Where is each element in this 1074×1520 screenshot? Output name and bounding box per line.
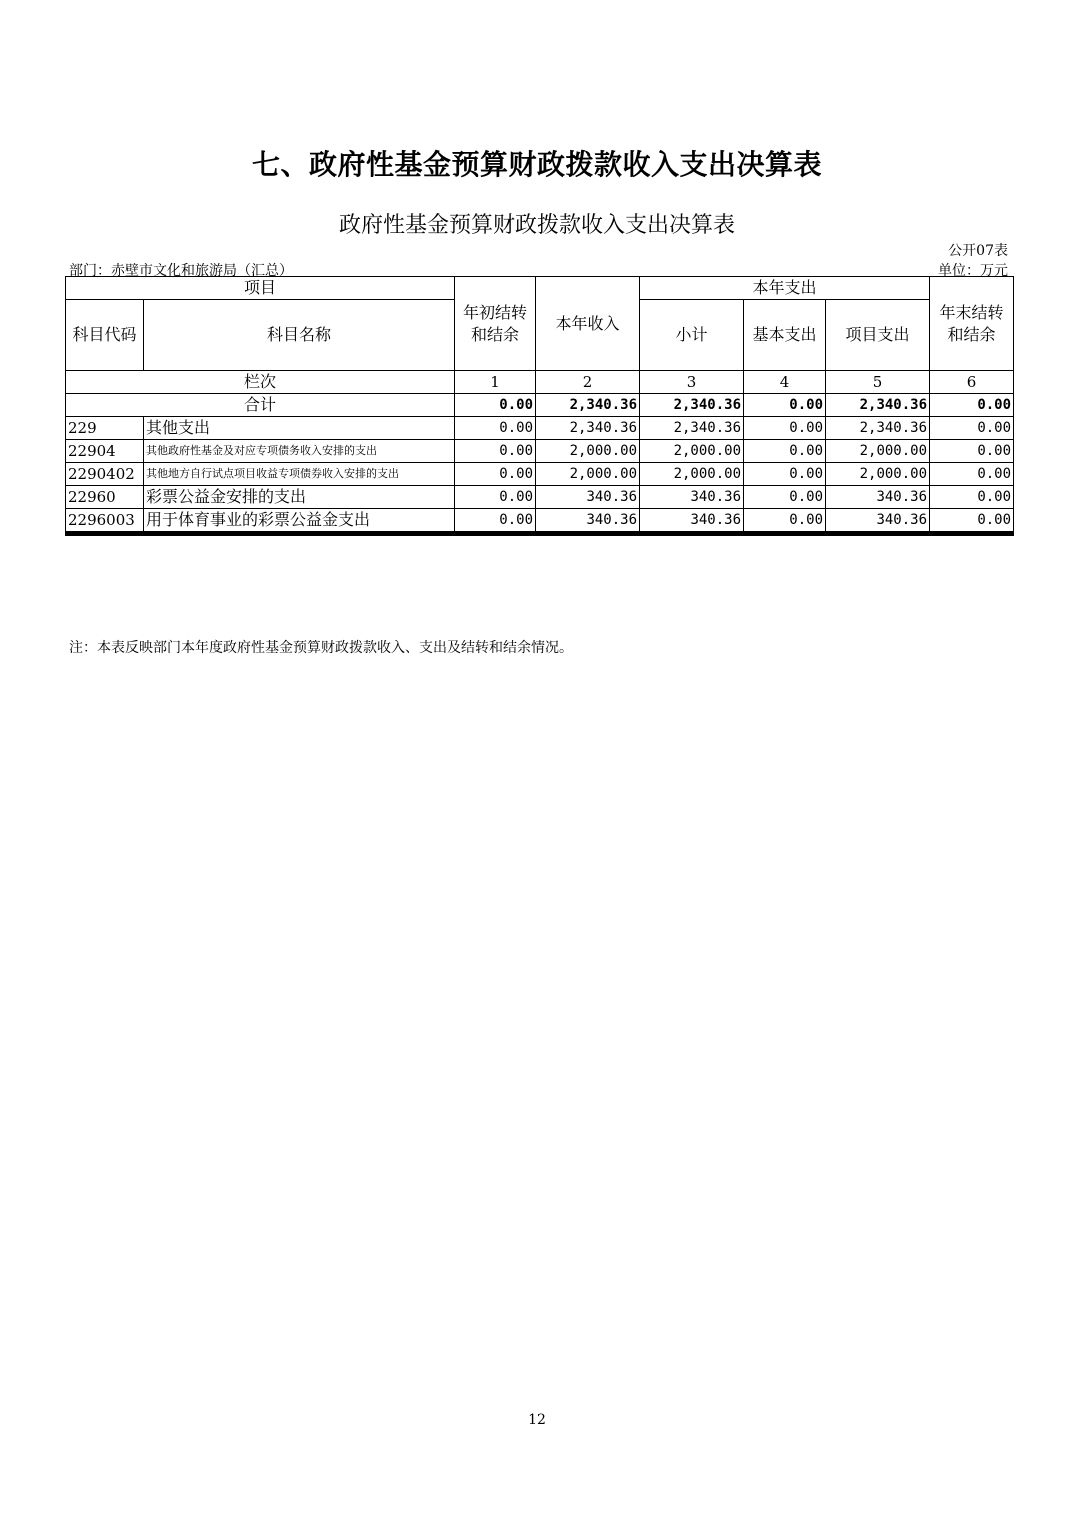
row-code: 229 bbox=[66, 417, 144, 440]
page-title: 七、政府性基金预算财政拨款收入支出决算表 bbox=[251, 148, 822, 181]
header-project-expense: 项目支出 bbox=[826, 300, 930, 371]
row-value: 340.36 bbox=[826, 509, 930, 532]
header-basic: 基本支出 bbox=[744, 300, 826, 371]
budget-table bbox=[65, 276, 1014, 536]
row-name: 其他政府性基金及对应专项债务收入安排的支出 bbox=[144, 440, 455, 463]
row-value: 340.36 bbox=[536, 486, 640, 509]
row-value: 2,000.00 bbox=[536, 440, 640, 463]
row-value: 0.00 bbox=[455, 440, 536, 463]
table-row bbox=[66, 486, 1014, 509]
row-value: 340.36 bbox=[640, 509, 744, 532]
row-value: 2,000.00 bbox=[640, 440, 744, 463]
row-name: 用于体育事业的彩票公益金支出 bbox=[144, 509, 455, 532]
column-index-row bbox=[66, 371, 1014, 394]
column-index: 1 bbox=[455, 371, 536, 394]
row-value: 340.36 bbox=[640, 486, 744, 509]
row-value: 2,000.00 bbox=[826, 440, 930, 463]
header-income: 本年收入 bbox=[536, 277, 640, 371]
total-value: 0.00 bbox=[930, 394, 1014, 417]
table-row bbox=[66, 417, 1014, 440]
header-end-balance: 年末结转 和结余 bbox=[930, 277, 1014, 371]
row-value: 340.36 bbox=[826, 486, 930, 509]
empty-row bbox=[66, 535, 1014, 536]
table-note: 注：本表反映部门本年度政府性基金预算财政拨款收入、支出及结转和结余情况。 bbox=[69, 640, 573, 656]
column-index: 2 bbox=[536, 371, 640, 394]
total-value: 0.00 bbox=[744, 394, 826, 417]
row-name: 其他支出 bbox=[144, 417, 455, 440]
total-label: 合计 bbox=[66, 394, 455, 417]
row-code: 2290402 bbox=[66, 463, 144, 486]
row-name: 彩票公益金安排的支出 bbox=[144, 486, 455, 509]
table-row bbox=[66, 509, 1014, 532]
row-name: 其他地方自行试点项目收益专项债券收入安排的支出 bbox=[144, 463, 455, 486]
row-value: 0.00 bbox=[744, 509, 826, 532]
row-value: 2,000.00 bbox=[536, 463, 640, 486]
total-row bbox=[66, 394, 1014, 417]
column-index: 5 bbox=[826, 371, 930, 394]
total-value: 2,340.36 bbox=[536, 394, 640, 417]
row-value: 0.00 bbox=[930, 417, 1014, 440]
row-value: 0.00 bbox=[744, 486, 826, 509]
header-project: 项目 bbox=[66, 277, 455, 300]
row-value: 340.36 bbox=[536, 509, 640, 532]
header-code: 科目代码 bbox=[66, 300, 144, 371]
row-code: 22904 bbox=[66, 440, 144, 463]
total-value: 0.00 bbox=[455, 394, 536, 417]
row-value: 2,000.00 bbox=[826, 463, 930, 486]
row-value: 0.00 bbox=[455, 417, 536, 440]
header-expense-group: 本年支出 bbox=[640, 277, 930, 300]
row-value: 0.00 bbox=[744, 417, 826, 440]
column-index-label: 栏次 bbox=[66, 371, 455, 394]
column-index: 4 bbox=[744, 371, 826, 394]
row-value: 2,000.00 bbox=[640, 463, 744, 486]
row-code: 22960 bbox=[66, 486, 144, 509]
row-value: 0.00 bbox=[930, 486, 1014, 509]
row-value: 2,340.36 bbox=[640, 417, 744, 440]
header-subtotal: 小计 bbox=[640, 300, 744, 371]
row-value: 2,340.36 bbox=[536, 417, 640, 440]
department-label: 部门：赤壁市文化和旅游局（汇总） bbox=[69, 263, 293, 279]
row-value: 0.00 bbox=[930, 463, 1014, 486]
table-row bbox=[66, 463, 1014, 486]
row-value: 0.00 bbox=[455, 509, 536, 532]
row-value: 0.00 bbox=[744, 463, 826, 486]
header-name: 科目名称 bbox=[144, 300, 455, 371]
form-number: 公开07表 bbox=[948, 243, 1008, 259]
row-value: 0.00 bbox=[455, 463, 536, 486]
header-begin-balance: 年初结转 和结余 bbox=[455, 277, 536, 371]
column-index: 6 bbox=[930, 371, 1014, 394]
column-index: 3 bbox=[640, 371, 744, 394]
table-row bbox=[66, 440, 1014, 463]
total-value: 2,340.36 bbox=[640, 394, 744, 417]
row-value: 0.00 bbox=[930, 440, 1014, 463]
row-value: 0.00 bbox=[744, 440, 826, 463]
unit-label: 单位：万元 bbox=[938, 263, 1008, 279]
row-value: 0.00 bbox=[930, 509, 1014, 532]
page-number: 12 bbox=[528, 1412, 546, 1428]
row-value: 0.00 bbox=[455, 486, 536, 509]
row-value: 2,340.36 bbox=[826, 417, 930, 440]
row-code: 2296003 bbox=[66, 509, 144, 532]
total-value: 2,340.36 bbox=[826, 394, 930, 417]
table-title: 政府性基金预算财政拨款收入支出决算表 bbox=[338, 213, 735, 238]
